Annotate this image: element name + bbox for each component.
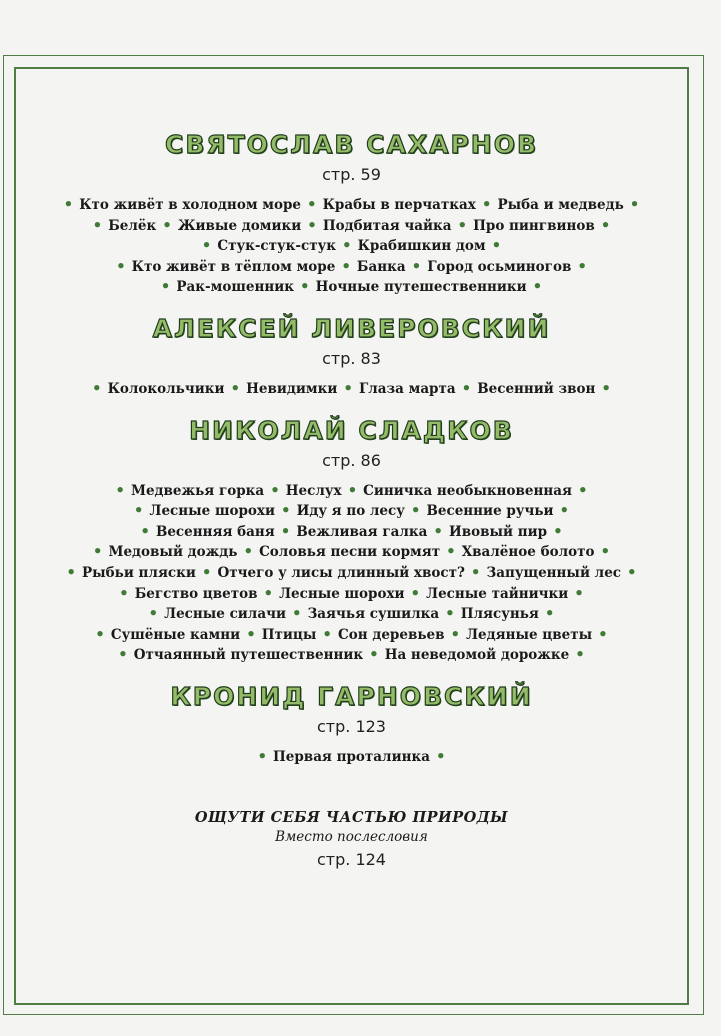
bullet-icon: • — [162, 215, 172, 234]
page-reference: стр. 83 — [322, 348, 381, 368]
bullet-icon: • — [410, 501, 421, 520]
bullet-icon: • — [246, 624, 256, 643]
bullet-icon: • — [92, 378, 102, 397]
bullet-icon: • — [577, 480, 588, 499]
bullet-icon: • — [369, 645, 379, 664]
story-title: Сушёные камни — [110, 626, 241, 643]
bullet-icon: • — [411, 256, 422, 275]
story-title: Стук-стук-стук — [217, 238, 336, 255]
story-line — [14, 481, 689, 502]
author-title: СВЯТОСЛАВ САХАРНОВ — [164, 130, 539, 159]
bullet-icon: • — [481, 195, 492, 213]
story-title: Весенние ручьи — [426, 503, 554, 520]
story-title: Медвежья горка — [131, 482, 265, 499]
story-title: Рак-мошенник — [176, 279, 294, 296]
bullet-icon: • — [575, 645, 585, 664]
section-liverovsky — [14, 312, 689, 400]
page-reference: стр. 124 — [317, 849, 386, 869]
story-title: Кто живёт в холодном море — [79, 197, 302, 213]
page-reference: стр. 123 — [317, 716, 386, 736]
story-title: Вежливая галка — [296, 523, 428, 540]
story-title: Птицы — [261, 626, 317, 643]
bullet-icon: • — [410, 583, 421, 602]
story-title: Запущенный лес — [486, 564, 622, 581]
bullet-icon: • — [160, 277, 171, 296]
story-line — [14, 747, 689, 768]
story-title: Лесные шорохи — [279, 585, 405, 602]
bullet-icon: • — [601, 378, 611, 397]
bullet-icon: • — [433, 521, 443, 540]
story-title: Медовый дождь — [108, 544, 238, 561]
bullet-icon: • — [119, 583, 129, 602]
story-title: Ивовый пир — [448, 523, 548, 540]
story-title: Рыба и медведь — [497, 197, 624, 213]
story-list — [14, 195, 689, 298]
story-list — [14, 481, 689, 666]
section-sladkov — [14, 414, 689, 666]
bullet-icon: • — [559, 501, 570, 520]
story-line — [14, 542, 689, 563]
bullet-icon: • — [201, 236, 212, 255]
afterword-title: ОЩУТИ СЕБЯ ЧАСТЬЮ ПРИРОДЫ — [194, 808, 509, 826]
bullet-icon: • — [435, 746, 446, 765]
story-title: Глаза марта — [358, 380, 456, 397]
story-title: Плясунья — [460, 606, 539, 623]
bullet-icon: • — [307, 215, 317, 234]
story-title: Первая проталинка — [273, 748, 430, 765]
page-reference: стр. 86 — [322, 450, 381, 470]
page-reference: стр. 59 — [322, 165, 381, 184]
bullet-icon: • — [457, 215, 468, 234]
bullet-icon: • — [307, 195, 317, 213]
bullet-icon: • — [92, 542, 103, 561]
bullet-icon: • — [148, 604, 159, 623]
story-title: Невидимки — [246, 380, 338, 397]
story-title: Заячья сушилка — [307, 606, 440, 623]
bullet-icon: • — [532, 277, 543, 296]
story-title: Ночные путешественники — [315, 279, 527, 296]
bullet-icon: • — [446, 542, 456, 561]
bullet-icon: • — [263, 583, 274, 602]
bullet-icon: • — [347, 480, 358, 499]
story-title: Синичка необыкновенная — [363, 482, 572, 499]
story-title: На неведомой дорожке — [384, 647, 570, 664]
story-line — [14, 195, 689, 216]
bullet-icon: • — [627, 562, 637, 581]
bullet-icon: • — [470, 562, 481, 581]
story-line — [14, 584, 689, 605]
story-line — [14, 257, 689, 278]
story-title: Неслух — [285, 482, 342, 499]
bullet-icon: • — [342, 236, 352, 255]
story-title: Крабишкин дом — [357, 238, 486, 255]
story-list — [14, 747, 689, 768]
bullet-icon: • — [116, 256, 126, 275]
bullet-icon: • — [291, 604, 302, 623]
bullet-icon: • — [140, 521, 150, 540]
story-title: Весенняя баня — [155, 523, 275, 540]
bullet-icon: • — [270, 480, 280, 499]
story-line — [14, 563, 689, 584]
bullet-icon: • — [115, 480, 125, 499]
story-line — [14, 236, 689, 257]
author-title: НИКОЛАЙ СЛАДКОВ — [189, 415, 514, 445]
story-title: Отчего у лисы длинный хвост? — [217, 564, 465, 581]
story-title: Бегство цветов — [134, 585, 258, 602]
story-line — [14, 277, 689, 298]
bullet-icon: • — [574, 583, 584, 602]
section-sakharnov — [14, 128, 689, 298]
bullet-icon: • — [201, 562, 212, 581]
bullet-icon: • — [343, 378, 353, 397]
bullet-icon: • — [118, 645, 128, 664]
bullet-icon: • — [92, 215, 103, 234]
bullet-icon: • — [341, 256, 351, 275]
story-line — [14, 625, 689, 646]
story-title: Лесные шорохи — [149, 503, 275, 520]
bullet-icon: • — [598, 624, 608, 643]
story-line — [14, 645, 689, 666]
story-title: Хвалёное болото — [461, 544, 595, 561]
bullet-icon: • — [243, 542, 254, 561]
story-title: Иду я по лесу — [296, 503, 405, 520]
story-line — [14, 522, 689, 543]
story-title: Белёк — [108, 217, 157, 234]
story-title: Город осьминогов — [427, 258, 572, 275]
story-title: Сон деревьев — [338, 626, 445, 643]
story-title: Про пингвинов — [473, 217, 595, 234]
story-line — [14, 501, 689, 522]
bullet-icon: • — [544, 604, 555, 623]
bullet-icon: • — [553, 521, 563, 540]
bullet-icon: • — [600, 542, 611, 561]
bullet-icon: • — [450, 624, 461, 643]
bullet-icon: • — [600, 215, 611, 234]
bullet-icon: • — [280, 521, 291, 540]
story-title: Кто живёт в тёплом море — [131, 258, 336, 275]
contents — [14, 67, 689, 871]
story-title: Лесные тайнички — [426, 585, 569, 602]
bullet-icon: • — [461, 378, 472, 397]
author-title: АЛЕКСЕЙ ЛИВЕРОВСКИЙ — [152, 313, 551, 343]
bullet-icon: • — [629, 195, 640, 213]
story-title: Колокольчики — [107, 380, 225, 397]
story-list — [14, 379, 689, 400]
section-garnovsky — [14, 680, 689, 768]
bullet-icon: • — [95, 624, 105, 643]
author-title: КРОНИД ГАРНОВСКИЙ — [170, 681, 533, 711]
bullet-icon: • — [445, 604, 455, 623]
story-line — [14, 379, 689, 400]
story-title: Подбитая чайка — [322, 217, 452, 234]
bullet-icon: • — [66, 562, 76, 581]
story-title: Отчаянный путешественник — [133, 647, 364, 664]
bullet-icon: • — [491, 236, 502, 255]
story-title: Лесные силачи — [164, 606, 286, 623]
story-line — [14, 216, 689, 237]
bullet-icon: • — [63, 195, 74, 213]
story-title: Банка — [356, 258, 406, 275]
bullet-icon: • — [257, 746, 268, 765]
story-title: Живые домики — [177, 217, 302, 234]
bullet-icon: • — [322, 624, 333, 643]
bullet-icon: • — [230, 378, 241, 397]
bullet-icon: • — [133, 501, 144, 520]
bullet-icon: • — [300, 277, 310, 296]
story-title: Соловья песни кормят — [259, 544, 441, 561]
story-title: Крабы в перчатках — [322, 197, 476, 213]
afterword — [14, 808, 689, 871]
story-line — [14, 604, 689, 625]
story-title: Весенний звон — [477, 380, 596, 397]
bullet-icon: • — [280, 501, 291, 520]
afterword-subtitle: Вместо послесловия — [275, 828, 428, 845]
bullet-icon: • — [577, 256, 587, 275]
story-title: Ледяные цветы — [466, 626, 593, 643]
story-title: Рыбьи пляски — [81, 564, 196, 581]
